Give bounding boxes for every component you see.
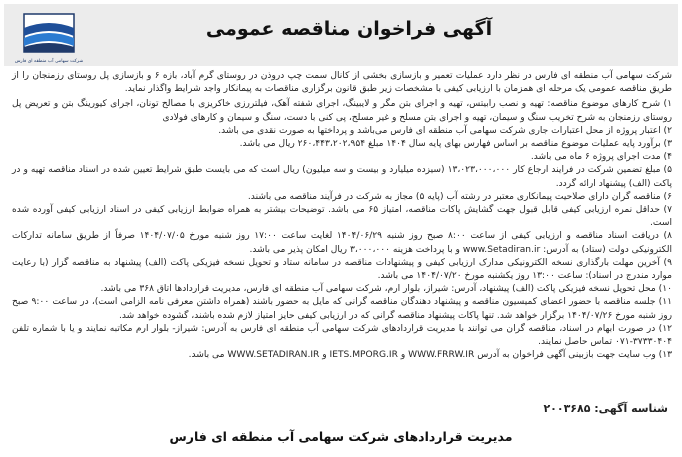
intro-paragraph: شرکت سهامی آب منطقه ای فارس در نظر دارد عملیات تعمیر و بازسازی بخشی از کانال سمت چپ دروذن در روستای گرم آباد، بازه ۶ و بازسازی پل روستای رزمنجان را از طریق مناقصه عمومی یک مرحله ای همزمان با ارزیابی کیفی با مشخصات زیر طبق قانون برگزاری مناقصات به پیمانکار واجد شرایط واگذار نماید. <box>12 71 673 95</box>
list-item: ۱۳) وب سایت جهت بازبینی آگهی فراخوان به آدرس WWW.FRRW.IR و IETS.MPORG.IR و WWW.SETADIRAN.IR می باشد. <box>188 350 672 361</box>
list-item: ۸) دریافت اسناد مناقصه و ارزیابی کیفی از ساعت ۸:۰۰ صبح روز شنبه ۱۴۰۴/۰۶/۲۹ لغایت ساعت ۱۷:۰۰ روز شنبه مورخ ۱۴۰۴/۰۷/۰۵ صرفاً از طریق سامانه تدارکات الکترونیکی دولت (ستاد) به آدرس: www.Setadiran.ir و با پرداخت هزینه ۳،۰۰۰،۰۰۰ ریال امکان پذیر می باشد. <box>12 231 672 255</box>
page-title: آگهی فراخوان مناقصه عمومی <box>205 18 493 40</box>
list-item: ۳) برآورد پایه عملیات موضوع مناقصه بر اساس فهارس بهای پایه سال ۱۴۰۴ مبلغ ۲۶۰،۴۴۳،۲۰۲،۹۵۴ ریال می باشد. <box>239 139 672 150</box>
list-item: ۱۱) جلسه مناقصه با حضور اعضای کمیسیون مناقصه و پیشنهاد دهندگان مناقصه گرانی که مایل به حضور باشند (همراه داشتن معرفی نامه الزامی است)، در ساعت ۹:۰۰ صبح روز شنبه مورخ ۱۴۰۴/۰۷/۲۶ برگزار خواهد شد. تنها پاکات پیشنهاد مناقصه گرانی که در ارزیابی کیفی حایز امتیاز لازم شده باشند، گشوده خواهد شد. <box>12 297 672 321</box>
list-item: ۶) مناقصه گران دارای صلاحیت پیمانکاری معتبر در رشته آب (پایه ۵) مجاز به شرکت در فرآیند مناقصه می باشند. <box>247 191 672 202</box>
list-item: ۵) مبلغ تضمین شرکت در فرایند ارجاع کار ۱۳،۰۲۳،۰۰۰،۰۰۰ (سیزده میلیارد و بیست و سه میلیون) ریال است که می بایست طبق شرایط تعیین شده در اسناد مناقصه تهیه و در پاکت (الف) پیشنهاد ارائه گردد. <box>12 165 672 189</box>
notice-body <box>12 70 672 362</box>
list-item: ۲) اعتبار پروژه از محل اعتبارات جاری شرکت سهامی آب منطقه ای فارس می‌باشد و پرداختها به صورت نقدی می باشد. <box>218 125 672 136</box>
logo-caption: شرکت سهامی آب منطقه ای فارس <box>14 59 84 64</box>
list-item: ۹) آخرین مهلت بارگذاری نسخه الکترونیکی مدارک ارزیابی کیفی و پیشنهادات مناقصه در سامانه ستاد و تحویل نسخه فیزیکی پاکت (الف) پیشنهاد به مناقصه گزار (با رعایت موارد مندرج در اسناد): ساعت ۱۳:۰۰ روز یکشنبه مورخ ۱۴۰۴/۰۷/۲۰ می باشد. <box>12 257 672 282</box>
header-band <box>4 4 678 66</box>
water-company-logo-icon <box>14 12 84 68</box>
list-item: ۱۲) در صورت ابهام در اسناد، مناقصه گران می توانند با مدیریت قراردادهای شرکت سهامی آب منطقه ای فارس به آدرس: شیراز- بلوار ارم مکاتبه نمایند و یا با شماره تلفن ۳۷۳۳۰۴۰۴-۰۷۱ تماس حاصل نمایند. <box>12 323 672 348</box>
footer-signature: مدیریت قراردادهای شرکت سهامی آب منطقه ای فارس <box>169 429 513 444</box>
list-item: ۴) مدت اجرای پروژه ۶ ماه می باشد. <box>530 152 672 163</box>
list-item: ۷) حداقل نمره ارزیابی کیفی قابل قبول جهت گشایش پاکات مناقصه، امتیاز ۶۵ می باشد. توضیحات بیشتر به همراه ضوابط ارزیابی کیفی در اسناد ارزیابی کیفی آورده شده است. <box>12 205 672 229</box>
list-item: ۱۰) محل تحویل نسخه فیزیکی پاکت (الف) پیشنهاد، آدرس: شیراز، بلوار ارم، شرکت سهامی آب منطقه ای فارس، مدیریت قراردادها اتاق ۳۶۸ می باشد. <box>100 284 672 295</box>
notice-id: شناسه آگهی: ۲۰۰۳۶۸۵ <box>543 402 668 415</box>
list-item: ۱) شرح کارهای موضوع مناقصه: تهیه و نصب رابیتس، تهیه و اجرای بتن مگر و لایبینگ، اجرای شفته آهک، فیلتررزی خاکریزی با مصالح تونان، اجرای کیورینگ بتن و تعریض پل روستای رزمنجان به شرح تخریب سنگ و سیمان، تهیه و اجرای بتن مسلح و غیر مسلح، پی کنی با دست، سنگ و سیمان و کارهای فولادی <box>12 99 672 123</box>
